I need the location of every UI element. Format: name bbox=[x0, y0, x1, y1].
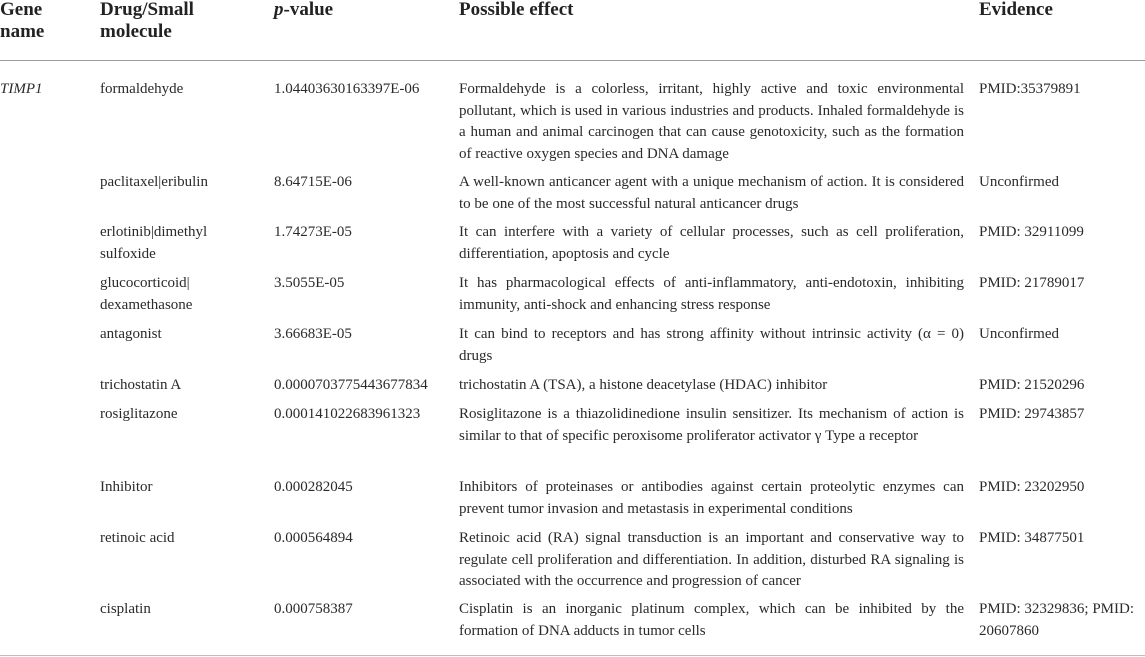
evidence-cell: PMID: 32911099 bbox=[979, 224, 1084, 240]
drug-cell: Inhibitor bbox=[100, 479, 153, 495]
effect-cell: Retinoic acid (RA) signal transduction is an important and conservative way to regulate cell proliferation and differentiation. In addition, disturbed RA signaling is associated with the occurrence and progression of cancer bbox=[459, 530, 964, 589]
table-header bbox=[0, 0, 1145, 61]
drug-cell: cisplatin bbox=[100, 601, 151, 617]
p-value-cell: 0.000758387 bbox=[274, 601, 353, 617]
effect-cell: Cisplatin is an inorganic platinum complex, which can be inhibited by the formation of DNA adducts in tumor cells bbox=[459, 601, 964, 639]
effect-cell: Rosiglitazone is a thiazolidinedione insulin sensitizer. Its mechanism of action is similar to that of specific peroxisome proliferator activator γ Type a receptor bbox=[459, 406, 964, 444]
evidence-cell: PMID: 34877501 bbox=[979, 530, 1085, 546]
drug-cell: glucocorticoid| dexamethasone bbox=[100, 275, 193, 313]
effect-cell: It can interfere with a variety of cellular processes, such as cell proliferation, differentiation, apoptosis and cycle bbox=[459, 224, 964, 262]
p-value-cell: 8.64715E-06 bbox=[274, 174, 352, 190]
effect-cell: Formaldehyde is a colorless, irritant, highly active and toxic environmental pollutant, which is used in various industries and products. Inhaled formaldehyde is a human and animal carcinogen that can cause genotoxicity, such as the formation of reactive oxygen species and DNA damage bbox=[459, 81, 964, 162]
evidence-cell: Unconfirmed bbox=[979, 326, 1059, 342]
header-p-italic: p bbox=[274, 0, 284, 20]
header-gene-name bbox=[0, 0, 90, 43]
gene-cell: TIMP1 bbox=[0, 81, 43, 97]
effect-cell: trichostatin A (TSA), a histone deacetylase (HDAC) inhibitor bbox=[459, 377, 828, 393]
effect-cell: It has pharmacological effects of anti-inflammatory, anti-endotoxin, inhibiting immunity, anti-shock and enhancing stress response bbox=[459, 275, 964, 313]
p-value-cell: 1.04403630163397E-06 bbox=[274, 81, 420, 97]
evidence-cell: PMID:35379891 bbox=[979, 81, 1081, 97]
drug-cell: retinoic acid bbox=[100, 530, 175, 546]
header-drug-line1: Drug/Small bbox=[100, 0, 194, 20]
header-gene-line2: name bbox=[0, 21, 45, 42]
p-value-cell: 1.74273E-05 bbox=[274, 224, 352, 240]
p-value-cell: 3.66683E-05 bbox=[274, 326, 352, 342]
drug-cell: trichostatin A bbox=[100, 377, 182, 393]
drug-cell: erlotinib|dimethyl sulfoxide bbox=[100, 224, 208, 262]
drug-cell: antagonist bbox=[100, 326, 162, 342]
header-possible-effect: Possible effect bbox=[459, 0, 574, 20]
header-drug bbox=[100, 0, 270, 43]
header-gene-line1: Gene bbox=[0, 0, 43, 20]
header-evidence: Evidence bbox=[979, 0, 1053, 20]
header-drug-line2: molecule bbox=[100, 21, 172, 42]
p-value-cell: 3.5055E-05 bbox=[274, 275, 345, 291]
effect-cell: Inhibitors of proteinases or antibodies against certain proteolytic enzymes can prevent tumor invasion and metastasis in experimental conditions bbox=[459, 479, 964, 517]
table-bottom-rule bbox=[0, 655, 1145, 656]
p-value-cell: 0.000141022683961323 bbox=[274, 406, 421, 422]
p-value-cell: 0.000564894 bbox=[274, 530, 353, 546]
effect-cell: It can bind to receptors and has strong affinity without intrinsic activity (α = 0) drugs bbox=[459, 326, 964, 364]
evidence-cell: Unconfirmed bbox=[979, 174, 1059, 190]
evidence-cell: PMID: 29743857 bbox=[979, 406, 1085, 422]
p-value-cell: 0.0000703775443677834 bbox=[274, 377, 428, 393]
drug-cell: formaldehyde bbox=[100, 81, 184, 97]
header-p-value bbox=[274, 0, 454, 21]
header-p-suffix: -value bbox=[283, 0, 334, 20]
drug-cell: paclitaxel|eribulin bbox=[100, 174, 208, 190]
p-value-cell: 0.000282045 bbox=[274, 479, 353, 495]
evidence-cell: PMID: 21520296 bbox=[979, 377, 1085, 393]
effect-cell: A well-known anticancer agent with a unique mechanism of action. It is considered to be one of the most successful natural anticancer drugs bbox=[459, 174, 964, 212]
evidence-cell: PMID: 21789017 bbox=[979, 275, 1085, 291]
drug-cell: rosiglitazone bbox=[100, 406, 178, 422]
evidence-cell: PMID: 32329836; PMID: 20607860 bbox=[979, 601, 1135, 639]
evidence-cell: PMID: 23202950 bbox=[979, 479, 1085, 495]
